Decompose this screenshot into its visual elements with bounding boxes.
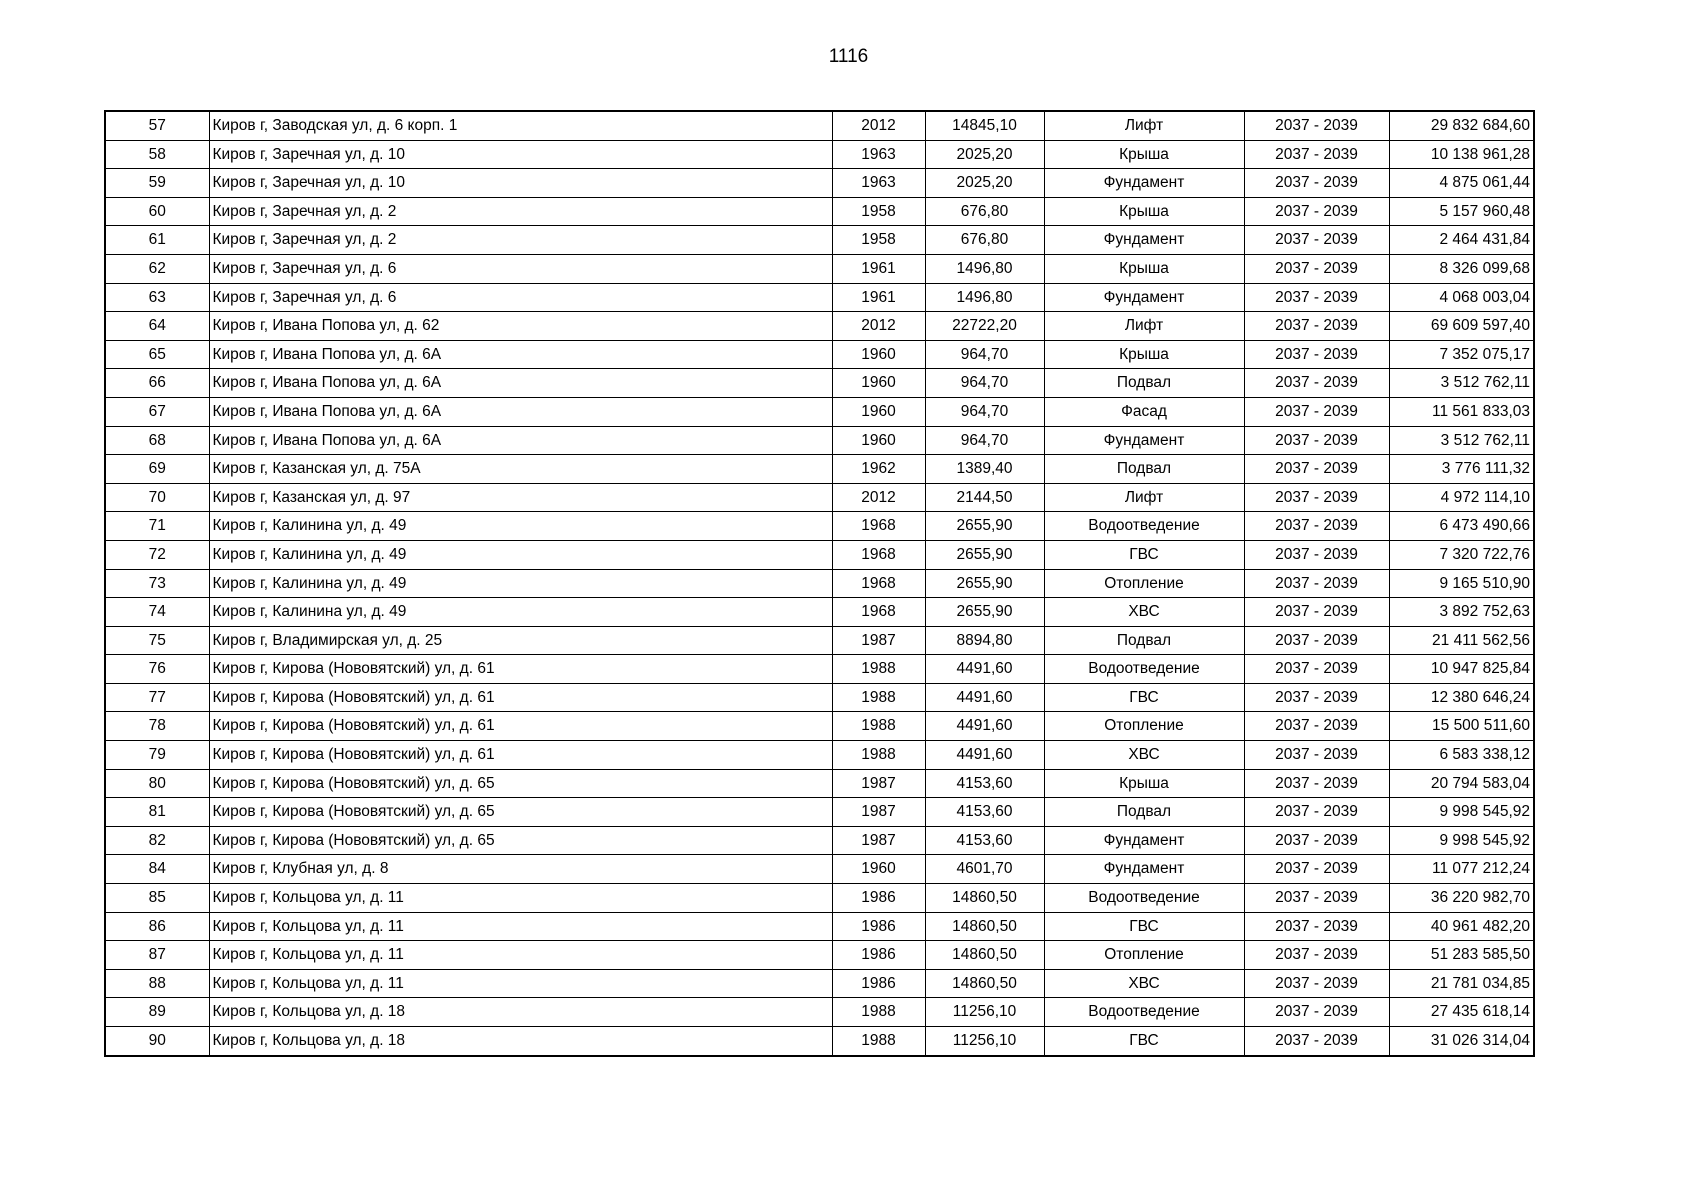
period-cell: 2037 - 2039 bbox=[1244, 312, 1389, 341]
area-cell: 14860,50 bbox=[925, 969, 1044, 998]
period-cell: 2037 - 2039 bbox=[1244, 483, 1389, 512]
address-cell: Киров г, Кольцова ул, д. 11 bbox=[209, 912, 832, 941]
table-row bbox=[105, 254, 1534, 283]
area-cell: 964,70 bbox=[925, 369, 1044, 398]
build-year-cell: 2012 bbox=[832, 312, 925, 341]
table-body bbox=[105, 111, 1534, 1056]
address-cell: Киров г, Кирова (Нововятский) ул, д. 61 bbox=[209, 683, 832, 712]
period-cell: 2037 - 2039 bbox=[1244, 712, 1389, 741]
work-type-cell: Лифт bbox=[1044, 483, 1244, 512]
build-year-cell: 1960 bbox=[832, 340, 925, 369]
work-type-cell: ГВС bbox=[1044, 1027, 1244, 1056]
address-cell: Киров г, Ивана Попова ул, д. 6А bbox=[209, 397, 832, 426]
row-number-cell: 84 bbox=[105, 855, 209, 884]
table-row bbox=[105, 483, 1534, 512]
build-year-cell: 1960 bbox=[832, 369, 925, 398]
cost-cell: 11 077 212,24 bbox=[1389, 855, 1534, 884]
work-type-cell: ГВС bbox=[1044, 540, 1244, 569]
cost-cell: 20 794 583,04 bbox=[1389, 769, 1534, 798]
build-year-cell: 2012 bbox=[832, 483, 925, 512]
table-row bbox=[105, 769, 1534, 798]
period-cell: 2037 - 2039 bbox=[1244, 140, 1389, 169]
row-number-cell: 60 bbox=[105, 197, 209, 226]
row-number-cell: 81 bbox=[105, 798, 209, 827]
address-cell: Киров г, Кольцова ул, д. 11 bbox=[209, 884, 832, 913]
area-cell: 4491,60 bbox=[925, 712, 1044, 741]
table-row bbox=[105, 712, 1534, 741]
area-cell: 2144,50 bbox=[925, 483, 1044, 512]
address-cell: Киров г, Кольцова ул, д. 11 bbox=[209, 969, 832, 998]
address-cell: Киров г, Кольцова ул, д. 11 bbox=[209, 941, 832, 970]
work-type-cell: Отопление bbox=[1044, 569, 1244, 598]
period-cell: 2037 - 2039 bbox=[1244, 340, 1389, 369]
address-cell: Киров г, Владимирская ул, д. 25 bbox=[209, 626, 832, 655]
row-number-cell: 90 bbox=[105, 1027, 209, 1056]
address-cell: Киров г, Заречная ул, д. 6 bbox=[209, 254, 832, 283]
period-cell: 2037 - 2039 bbox=[1244, 912, 1389, 941]
row-number-cell: 64 bbox=[105, 312, 209, 341]
period-cell: 2037 - 2039 bbox=[1244, 798, 1389, 827]
build-year-cell: 1986 bbox=[832, 884, 925, 913]
table-row bbox=[105, 540, 1534, 569]
build-year-cell: 1988 bbox=[832, 741, 925, 770]
row-number-cell: 89 bbox=[105, 998, 209, 1027]
area-cell: 964,70 bbox=[925, 340, 1044, 369]
period-cell: 2037 - 2039 bbox=[1244, 683, 1389, 712]
table-row bbox=[105, 969, 1534, 998]
area-cell: 14860,50 bbox=[925, 941, 1044, 970]
cost-cell: 4 972 114,10 bbox=[1389, 483, 1534, 512]
address-cell: Киров г, Кирова (Нововятский) ул, д. 65 bbox=[209, 769, 832, 798]
period-cell: 2037 - 2039 bbox=[1244, 254, 1389, 283]
period-cell: 2037 - 2039 bbox=[1244, 283, 1389, 312]
cost-cell: 11 561 833,03 bbox=[1389, 397, 1534, 426]
address-cell: Киров г, Казанская ул, д. 75А bbox=[209, 455, 832, 484]
work-type-cell: Фундамент bbox=[1044, 226, 1244, 255]
build-year-cell: 1988 bbox=[832, 998, 925, 1027]
period-cell: 2037 - 2039 bbox=[1244, 969, 1389, 998]
row-number-cell: 73 bbox=[105, 569, 209, 598]
work-type-cell: Подвал bbox=[1044, 798, 1244, 827]
area-cell: 4153,60 bbox=[925, 826, 1044, 855]
period-cell: 2037 - 2039 bbox=[1244, 655, 1389, 684]
period-cell: 2037 - 2039 bbox=[1244, 397, 1389, 426]
build-year-cell: 1988 bbox=[832, 683, 925, 712]
cost-cell: 3 892 752,63 bbox=[1389, 598, 1534, 627]
area-cell: 11256,10 bbox=[925, 1027, 1044, 1056]
table-row bbox=[105, 140, 1534, 169]
period-cell: 2037 - 2039 bbox=[1244, 569, 1389, 598]
build-year-cell: 1958 bbox=[832, 197, 925, 226]
build-year-cell: 1961 bbox=[832, 283, 925, 312]
build-year-cell: 1960 bbox=[832, 855, 925, 884]
area-cell: 4491,60 bbox=[925, 683, 1044, 712]
cost-cell: 51 283 585,50 bbox=[1389, 941, 1534, 970]
work-type-cell: Отопление bbox=[1044, 941, 1244, 970]
build-year-cell: 1987 bbox=[832, 626, 925, 655]
row-number-cell: 76 bbox=[105, 655, 209, 684]
area-cell: 676,80 bbox=[925, 197, 1044, 226]
build-year-cell: 1986 bbox=[832, 912, 925, 941]
address-cell: Киров г, Калинина ул, д. 49 bbox=[209, 540, 832, 569]
period-cell: 2037 - 2039 bbox=[1244, 941, 1389, 970]
area-cell: 2025,20 bbox=[925, 140, 1044, 169]
cost-cell: 2 464 431,84 bbox=[1389, 226, 1534, 255]
cost-cell: 40 961 482,20 bbox=[1389, 912, 1534, 941]
area-cell: 14860,50 bbox=[925, 884, 1044, 913]
period-cell: 2037 - 2039 bbox=[1244, 369, 1389, 398]
period-cell: 2037 - 2039 bbox=[1244, 111, 1389, 140]
cost-cell: 10 947 825,84 bbox=[1389, 655, 1534, 684]
work-type-cell: Крыша bbox=[1044, 140, 1244, 169]
address-cell: Киров г, Заречная ул, д. 2 bbox=[209, 197, 832, 226]
area-cell: 964,70 bbox=[925, 397, 1044, 426]
row-number-cell: 57 bbox=[105, 111, 209, 140]
area-cell: 4153,60 bbox=[925, 769, 1044, 798]
period-cell: 2037 - 2039 bbox=[1244, 426, 1389, 455]
build-year-cell: 1988 bbox=[832, 712, 925, 741]
work-type-cell: Водоотведение bbox=[1044, 655, 1244, 684]
work-type-cell: Фундамент bbox=[1044, 169, 1244, 198]
period-cell: 2037 - 2039 bbox=[1244, 1027, 1389, 1056]
row-number-cell: 58 bbox=[105, 140, 209, 169]
table-row bbox=[105, 884, 1534, 913]
work-type-cell: Фундамент bbox=[1044, 283, 1244, 312]
address-cell: Киров г, Заречная ул, д. 6 bbox=[209, 283, 832, 312]
table-row bbox=[105, 312, 1534, 341]
work-type-cell: Водоотведение bbox=[1044, 884, 1244, 913]
table-row bbox=[105, 941, 1534, 970]
address-cell: Киров г, Кирова (Нововятский) ул, д. 65 bbox=[209, 798, 832, 827]
area-cell: 8894,80 bbox=[925, 626, 1044, 655]
table-row bbox=[105, 369, 1534, 398]
table-row bbox=[105, 111, 1534, 140]
cost-cell: 15 500 511,60 bbox=[1389, 712, 1534, 741]
cost-cell: 3 512 762,11 bbox=[1389, 369, 1534, 398]
table-row bbox=[105, 169, 1534, 198]
cost-cell: 36 220 982,70 bbox=[1389, 884, 1534, 913]
row-number-cell: 87 bbox=[105, 941, 209, 970]
row-number-cell: 66 bbox=[105, 369, 209, 398]
area-cell: 1389,40 bbox=[925, 455, 1044, 484]
period-cell: 2037 - 2039 bbox=[1244, 998, 1389, 1027]
build-year-cell: 1968 bbox=[832, 569, 925, 598]
cost-cell: 4 068 003,04 bbox=[1389, 283, 1534, 312]
area-cell: 4491,60 bbox=[925, 655, 1044, 684]
cost-cell: 12 380 646,24 bbox=[1389, 683, 1534, 712]
cost-cell: 27 435 618,14 bbox=[1389, 998, 1534, 1027]
build-year-cell: 1986 bbox=[832, 969, 925, 998]
address-cell: Киров г, Ивана Попова ул, д. 62 bbox=[209, 312, 832, 341]
table-row bbox=[105, 455, 1534, 484]
row-number-cell: 78 bbox=[105, 712, 209, 741]
work-type-cell: Крыша bbox=[1044, 769, 1244, 798]
area-cell: 2655,90 bbox=[925, 569, 1044, 598]
work-type-cell: Фасад bbox=[1044, 397, 1244, 426]
work-type-cell: Лифт bbox=[1044, 111, 1244, 140]
address-cell: Киров г, Кирова (Нововятский) ул, д. 65 bbox=[209, 826, 832, 855]
table-row bbox=[105, 826, 1534, 855]
cost-cell: 9 998 545,92 bbox=[1389, 826, 1534, 855]
table-row bbox=[105, 397, 1534, 426]
area-cell: 4153,60 bbox=[925, 798, 1044, 827]
area-cell: 964,70 bbox=[925, 426, 1044, 455]
cost-cell: 9 165 510,90 bbox=[1389, 569, 1534, 598]
work-type-cell: Фундамент bbox=[1044, 855, 1244, 884]
row-number-cell: 72 bbox=[105, 540, 209, 569]
work-type-cell: Крыша bbox=[1044, 254, 1244, 283]
table-row bbox=[105, 683, 1534, 712]
period-cell: 2037 - 2039 bbox=[1244, 826, 1389, 855]
table-row bbox=[105, 798, 1534, 827]
work-type-cell: ГВС bbox=[1044, 912, 1244, 941]
build-year-cell: 1962 bbox=[832, 455, 925, 484]
build-year-cell: 1963 bbox=[832, 140, 925, 169]
row-number-cell: 67 bbox=[105, 397, 209, 426]
cost-cell: 8 326 099,68 bbox=[1389, 254, 1534, 283]
work-type-cell: Фундамент bbox=[1044, 826, 1244, 855]
row-number-cell: 68 bbox=[105, 426, 209, 455]
work-type-cell: Лифт bbox=[1044, 312, 1244, 341]
build-year-cell: 1968 bbox=[832, 598, 925, 627]
area-cell: 2655,90 bbox=[925, 512, 1044, 541]
address-cell: Киров г, Заречная ул, д. 10 bbox=[209, 169, 832, 198]
table-row bbox=[105, 197, 1534, 226]
row-number-cell: 75 bbox=[105, 626, 209, 655]
address-cell: Киров г, Ивана Попова ул, д. 6А bbox=[209, 369, 832, 398]
area-cell: 4491,60 bbox=[925, 741, 1044, 770]
address-cell: Киров г, Казанская ул, д. 97 bbox=[209, 483, 832, 512]
cost-cell: 10 138 961,28 bbox=[1389, 140, 1534, 169]
address-cell: Киров г, Калинина ул, д. 49 bbox=[209, 569, 832, 598]
address-cell: Киров г, Кирова (Нововятский) ул, д. 61 bbox=[209, 741, 832, 770]
area-cell: 14860,50 bbox=[925, 912, 1044, 941]
cost-cell: 69 609 597,40 bbox=[1389, 312, 1534, 341]
period-cell: 2037 - 2039 bbox=[1244, 226, 1389, 255]
area-cell: 2025,20 bbox=[925, 169, 1044, 198]
table-row bbox=[105, 340, 1534, 369]
table-row bbox=[105, 1027, 1534, 1056]
work-type-cell: Подвал bbox=[1044, 455, 1244, 484]
address-cell: Киров г, Кирова (Нововятский) ул, д. 61 bbox=[209, 655, 832, 684]
period-cell: 2037 - 2039 bbox=[1244, 197, 1389, 226]
period-cell: 2037 - 2039 bbox=[1244, 741, 1389, 770]
table-row bbox=[105, 283, 1534, 312]
work-type-cell: Крыша bbox=[1044, 340, 1244, 369]
work-type-cell: Водоотведение bbox=[1044, 512, 1244, 541]
period-cell: 2037 - 2039 bbox=[1244, 884, 1389, 913]
cost-cell: 29 832 684,60 bbox=[1389, 111, 1534, 140]
period-cell: 2037 - 2039 bbox=[1244, 855, 1389, 884]
table-row bbox=[105, 741, 1534, 770]
build-year-cell: 2012 bbox=[832, 111, 925, 140]
table-row bbox=[105, 626, 1534, 655]
area-cell: 4601,70 bbox=[925, 855, 1044, 884]
build-year-cell: 1987 bbox=[832, 826, 925, 855]
address-cell: Киров г, Ивана Попова ул, д. 6А bbox=[209, 426, 832, 455]
row-number-cell: 80 bbox=[105, 769, 209, 798]
repair-schedule-table bbox=[104, 110, 1535, 1057]
address-cell: Киров г, Заводская ул, д. 6 корп. 1 bbox=[209, 111, 832, 140]
address-cell: Киров г, Калинина ул, д. 49 bbox=[209, 598, 832, 627]
work-type-cell: Подвал bbox=[1044, 626, 1244, 655]
build-year-cell: 1958 bbox=[832, 226, 925, 255]
area-cell: 11256,10 bbox=[925, 998, 1044, 1027]
cost-cell: 7 352 075,17 bbox=[1389, 340, 1534, 369]
period-cell: 2037 - 2039 bbox=[1244, 512, 1389, 541]
cost-cell: 21 411 562,56 bbox=[1389, 626, 1534, 655]
build-year-cell: 1988 bbox=[832, 655, 925, 684]
row-number-cell: 86 bbox=[105, 912, 209, 941]
address-cell: Киров г, Кольцова ул, д. 18 bbox=[209, 1027, 832, 1056]
address-cell: Киров г, Калинина ул, д. 49 bbox=[209, 512, 832, 541]
table-row bbox=[105, 912, 1534, 941]
work-type-cell: Крыша bbox=[1044, 197, 1244, 226]
row-number-cell: 88 bbox=[105, 969, 209, 998]
address-cell: Киров г, Кирова (Нововятский) ул, д. 61 bbox=[209, 712, 832, 741]
build-year-cell: 1968 bbox=[832, 540, 925, 569]
table-row bbox=[105, 226, 1534, 255]
row-number-cell: 70 bbox=[105, 483, 209, 512]
build-year-cell: 1960 bbox=[832, 426, 925, 455]
cost-cell: 6 473 490,66 bbox=[1389, 512, 1534, 541]
build-year-cell: 1987 bbox=[832, 769, 925, 798]
table-row bbox=[105, 998, 1534, 1027]
area-cell: 1496,80 bbox=[925, 283, 1044, 312]
area-cell: 1496,80 bbox=[925, 254, 1044, 283]
address-cell: Киров г, Заречная ул, д. 2 bbox=[209, 226, 832, 255]
build-year-cell: 1968 bbox=[832, 512, 925, 541]
row-number-cell: 63 bbox=[105, 283, 209, 312]
area-cell: 2655,90 bbox=[925, 540, 1044, 569]
row-number-cell: 74 bbox=[105, 598, 209, 627]
work-type-cell: Отопление bbox=[1044, 712, 1244, 741]
cost-cell: 3 512 762,11 bbox=[1389, 426, 1534, 455]
area-cell: 2655,90 bbox=[925, 598, 1044, 627]
cost-cell: 4 875 061,44 bbox=[1389, 169, 1534, 198]
work-type-cell: Фундамент bbox=[1044, 426, 1244, 455]
table-row bbox=[105, 569, 1534, 598]
build-year-cell: 1963 bbox=[832, 169, 925, 198]
build-year-cell: 1961 bbox=[832, 254, 925, 283]
table-row bbox=[105, 855, 1534, 884]
row-number-cell: 79 bbox=[105, 741, 209, 770]
period-cell: 2037 - 2039 bbox=[1244, 455, 1389, 484]
area-cell: 14845,10 bbox=[925, 111, 1044, 140]
build-year-cell: 1988 bbox=[832, 1027, 925, 1056]
row-number-cell: 69 bbox=[105, 455, 209, 484]
cost-cell: 5 157 960,48 bbox=[1389, 197, 1534, 226]
row-number-cell: 62 bbox=[105, 254, 209, 283]
area-cell: 22722,20 bbox=[925, 312, 1044, 341]
row-number-cell: 61 bbox=[105, 226, 209, 255]
address-cell: Киров г, Кольцова ул, д. 18 bbox=[209, 998, 832, 1027]
address-cell: Киров г, Заречная ул, д. 10 bbox=[209, 140, 832, 169]
cost-cell: 7 320 722,76 bbox=[1389, 540, 1534, 569]
build-year-cell: 1986 bbox=[832, 941, 925, 970]
table-row bbox=[105, 512, 1534, 541]
period-cell: 2037 - 2039 bbox=[1244, 769, 1389, 798]
row-number-cell: 82 bbox=[105, 826, 209, 855]
row-number-cell: 59 bbox=[105, 169, 209, 198]
address-cell: Киров г, Клубная ул, д. 8 bbox=[209, 855, 832, 884]
work-type-cell: ГВС bbox=[1044, 683, 1244, 712]
cost-cell: 3 776 111,32 bbox=[1389, 455, 1534, 484]
work-type-cell: Подвал bbox=[1044, 369, 1244, 398]
work-type-cell: Водоотведение bbox=[1044, 998, 1244, 1027]
period-cell: 2037 - 2039 bbox=[1244, 169, 1389, 198]
work-type-cell: ХВС bbox=[1044, 598, 1244, 627]
row-number-cell: 85 bbox=[105, 884, 209, 913]
cost-cell: 6 583 338,12 bbox=[1389, 741, 1534, 770]
cost-cell: 21 781 034,85 bbox=[1389, 969, 1534, 998]
address-cell: Киров г, Ивана Попова ул, д. 6А bbox=[209, 340, 832, 369]
work-type-cell: ХВС bbox=[1044, 969, 1244, 998]
page-number: 1116 bbox=[828, 46, 869, 67]
build-year-cell: 1987 bbox=[832, 798, 925, 827]
row-number-cell: 71 bbox=[105, 512, 209, 541]
period-cell: 2037 - 2039 bbox=[1244, 626, 1389, 655]
build-year-cell: 1960 bbox=[832, 397, 925, 426]
period-cell: 2037 - 2039 bbox=[1244, 540, 1389, 569]
area-cell: 676,80 bbox=[925, 226, 1044, 255]
table-row bbox=[105, 655, 1534, 684]
period-cell: 2037 - 2039 bbox=[1244, 598, 1389, 627]
row-number-cell: 77 bbox=[105, 683, 209, 712]
table-row bbox=[105, 598, 1534, 627]
work-type-cell: ХВС bbox=[1044, 741, 1244, 770]
table-row bbox=[105, 426, 1534, 455]
cost-cell: 9 998 545,92 bbox=[1389, 798, 1534, 827]
row-number-cell: 65 bbox=[105, 340, 209, 369]
cost-cell: 31 026 314,04 bbox=[1389, 1027, 1534, 1056]
